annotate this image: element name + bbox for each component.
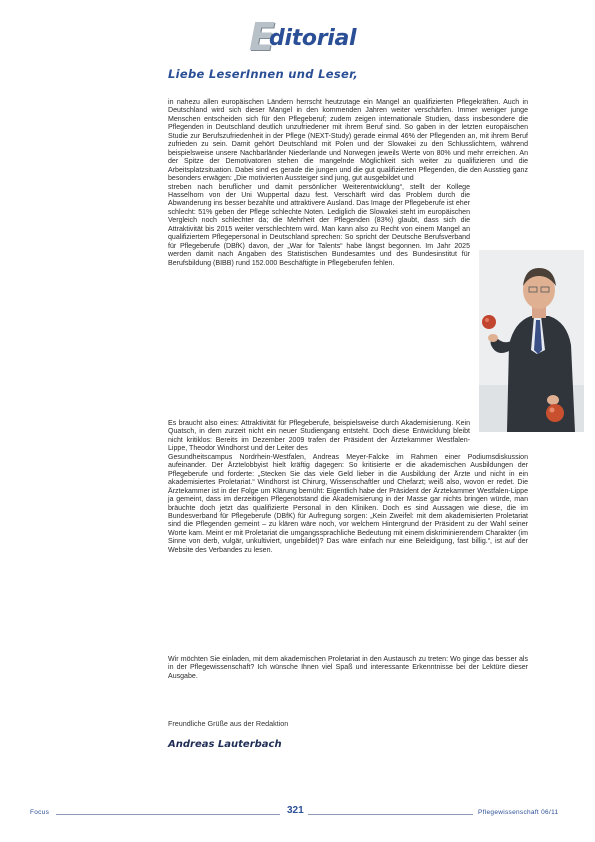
paragraph-2	[168, 420, 528, 555]
author-photo	[479, 250, 584, 432]
paragraph-1-narrow: streben nach beruflicher und damit persönlicher Weiterentwicklung“, stellt der Kollege Hasselhorn von der Uni Wuppertal dazu fest. Verschärft wird das Problem durch die Abwanderung ins besser bezahlte und attraktivere Ausland. Das Image der Pflegeberufe ist eher schlecht: 51% geben der Pflege schlechte Noten. Lediglich die Slowakei steht im europäischen Vergleich noch schlechter da; die Mehrheit der Pflegenden (83%) glaubt, dass sich die Attraktivität bis 2015 weiter verschlechtern wird. Man kann also zu Recht von einem Mangel an qualifiziertem Pflegepersonal in Deutschland sprechen: So spricht der Deutsche Berufsverband für Pflegeberufe (DBfK) davon, der „War for Talents“ habe längst begonnen. Im Jahr 2025 werden damit nach Angaben des Statistischen Bundesamtes und des Bundesinstitut für Berufsbildung (BIBB) rund 152.000 Beschäftigte in Pflegeberufen fehlen.	[168, 183, 470, 267]
portrait-juggling-photo-icon	[479, 250, 584, 432]
footer-rule-left	[56, 814, 280, 815]
footer-rule-right	[308, 814, 473, 815]
paragraph-2-narrow: Es braucht also eines: Attraktivität für Pflegeberufe, beispielsweise durch Akademisierung. Kein Quatsch, in dem zurzeit nicht ein neuer Studiengang entsteht. Doch diese Entwicklung bleibt nicht kritiklos: Bereits im Dezember 2009 trafen der Präsident der Ärztekammer Westfalen-Lippe, Theodor Windhorst und der Leiter des	[168, 420, 470, 453]
page-number: 321	[287, 805, 304, 816]
author-signature: Andreas Lauterbach	[168, 739, 282, 750]
paragraph-1-wide: in nahezu allen europäischen Ländern herrscht heutzutage ein Mangel an qualifizierten Pflegekräften. Auch in Deutschland wird sich dieser Mangel in den kommenden Jahren weiter verschärfen. Immer weniger junge Menschen entscheiden sich für den Pflegeberuf; zudem zeigen internationale Studien, dass insbesondere die Pflegenden in Deutschland deutlich unzufriedener mit ihrem Beruf sind. So gaben in der letzten europäischen Studie zur Berufszufriedenheit in der Pflege (NEXT-Study) gerade einmal 46% der Pflegenden an, mit ihrem Beruf zufrieden zu sein. Damit gehört Deutschland mit Polen und der Slowakei zu den Schlusslichtern, während beispielsweise unsere Nachbarländer Niederlande und Norwegen jeweils Werte von 80% und mehr erreichen. An der Spitze der Demotivatoren stehen die mangelnde Möglichkeit sich weiter zu qualifizieren und die Arbeitsplatzsituation. Dabei sind es gerade die jungen und die gut qualifizierten Pflegenden, die den Ausstieg ganz besonders erwägen: „Die motivierten Aussteiger sind jung, gut ausgebildet und	[168, 99, 528, 183]
paragraph-3: Wir möchten Sie einladen, mit dem akademischen Proletariat in den Austausch zu treten: Wo ginge das besser als in der Pflegewissenschaft? Ich wünsche Ihnen viel Spaß und interessante Erkenntnisse bei der Lektüre dieser Ausgabe.	[168, 656, 528, 680]
paragraph-1	[168, 99, 528, 268]
greeting: Liebe LeserInnen und Leser,	[168, 67, 359, 81]
logo-initial: E	[249, 15, 275, 59]
footer-section: Focus	[30, 809, 50, 816]
footer-journal-issue: Pflegewissenschaft 06/11	[478, 809, 559, 816]
paragraph-2-wide: Gesundheitscampus Nordrhein-Westfalen, Andreas Meyer-Falcke im Rahmen einer Podiumsdiskussion aufeinander. Der Ärztelobbyist hielt kräftig dagegen: So kritisierte er die akademischen Ausbildungen der Pflegeberufe und forderte: „Stecken Sie das viele Geld lieber in die Ausbildung der Ärzte und nicht in ein akademisiertes Proletariat.“ Windhorst ist Chirurg, Wissenschaftler und Chefarzt; weiß also, wovon er redet. Die Ärztekammer ist in der Folge um Klärung bemüht: Eigentlich habe der Präsident der Ärztekammer Westfalen-Lippe ja gemeint, dass im derzeitigen Pflegenotstand die Akademisierung in der Masse gar nichts bringen würde, man bräuchte doch jetzt das qualifizierte Personal in den Kliniken. Doch es sind Aussagen wie diese, die im Bundesverband für Pflegeberufe (DBfK) für Aufregung sorgen: „Kein Zweifel: mit dem akademisierten Proletariat sind die Pflegenden gemeint – zu klären wäre noch, vor welchem Hintergrund der Präsident zu der Wahl seiner Worte kam. Meint er mit Proletariat die umgangssprachliche Bedeutung mit einem diskriminierendem Charakter (im Sinne von derb, vulgär, unkultiviert, ungebildet)? Das wäre einfach nur eine Beleidigung, fast billig.“, ist auf der Website des Verbandes zu lesen.	[168, 453, 528, 554]
editorial-logo	[249, 15, 361, 59]
logo-text: ditorial	[269, 26, 357, 51]
closing-greeting: Freundliche Grüße aus der Redaktion	[168, 719, 289, 728]
